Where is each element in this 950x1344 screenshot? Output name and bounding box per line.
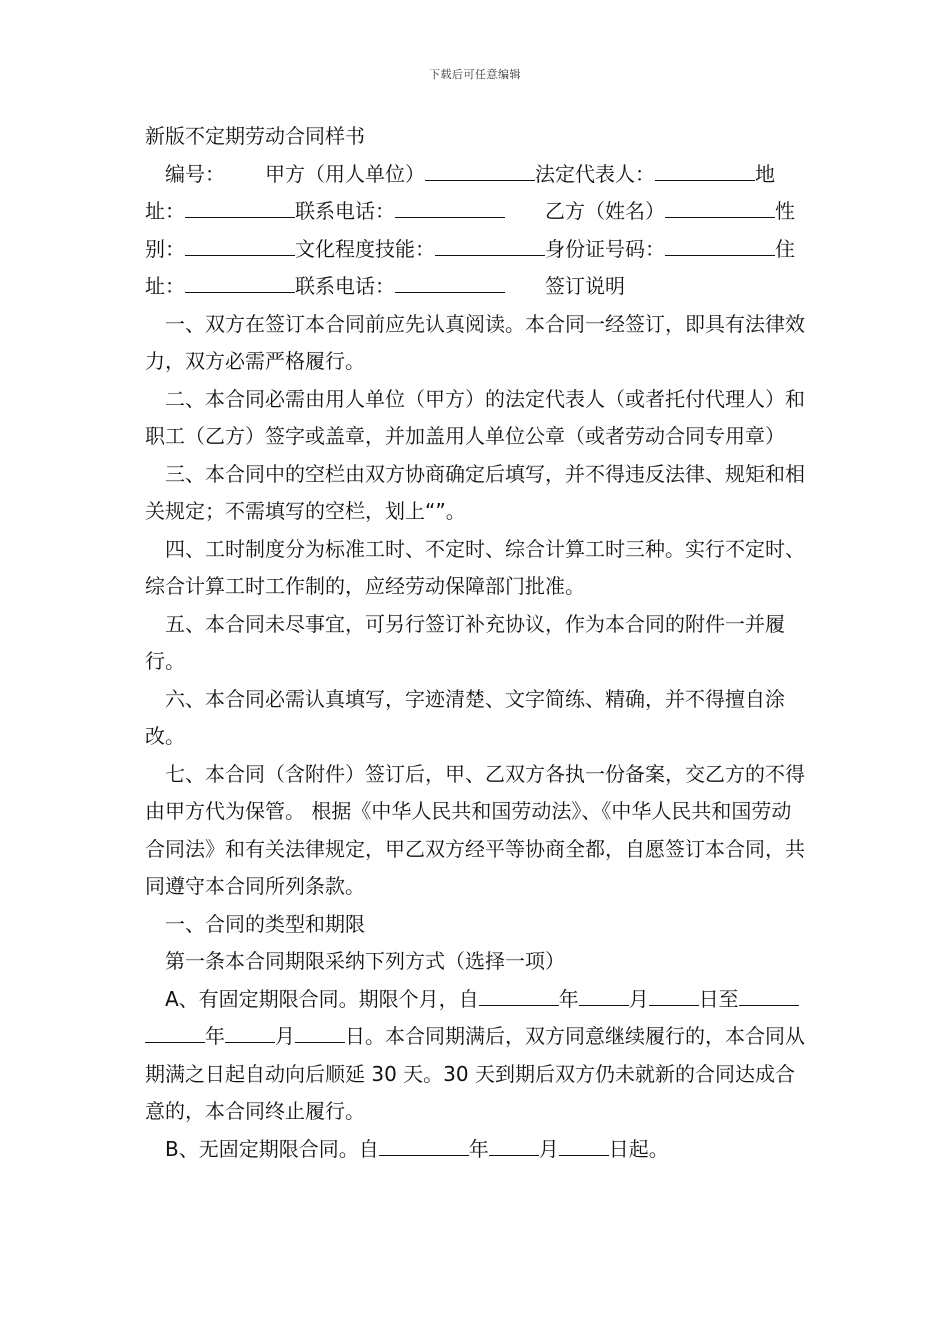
education-label: 文化程度技能： (295, 236, 435, 261)
gender-blank[interactable] (185, 231, 295, 256)
option-a-text: A、有固定期限合同。期限个月，自 (165, 986, 479, 1011)
paragraph-7: 七、本合同（含附件）签订后，甲、乙双方各执一份备案，交乙方的不得由甲方代为保管。 根据《中华人民共和国劳动法》、《中华人民共和国劳动合同法》和有关法律规定，甲乙双方经平等协商全都，自愿签订本合同，共同遵守本合同所列条款。 (145, 761, 805, 898)
id-label: 身份证号码： (545, 236, 665, 261)
paragraph-4: 四、工时制度分为标准工时、不定时、综合计算工时三种。实行不定时、综合计算工时工作制的，应经劳动保障部门批准。 (145, 536, 805, 598)
paragraph-5: 五、本合同未尽事宜，可另行签订补充协议，作为本合同的附件一并履行。 (145, 611, 785, 673)
address-label: 地址： (145, 161, 775, 223)
section1-title: 一、合同的类型和期限 (165, 911, 365, 936)
option-b-text: B、无固定期限合同。自 (165, 1136, 379, 1161)
option-a-start-day-blank[interactable] (649, 981, 699, 1006)
option-b-month-label: 月 (538, 1136, 559, 1161)
phone2-label: 联系电话： (295, 274, 395, 298)
paragraph-1: 一、双方在签订本合同前应先认真阅读。本合同一经签订，即具有法律效力，双方必需严格履行。 (145, 311, 805, 373)
option-a-end-month-blank[interactable] (225, 1018, 275, 1043)
option-b-year-blank[interactable] (379, 1131, 469, 1156)
article-1: 第一条本合同期限采纳下列方式（选择一项） (165, 949, 565, 973)
option-b-day-blank[interactable] (559, 1131, 609, 1156)
id-blank[interactable] (665, 231, 775, 256)
option-b-day-label: 日起。 (608, 1136, 669, 1161)
option-a-month2-label: 月 (275, 1024, 295, 1048)
option-a-end-year-blank-2[interactable] (145, 1018, 205, 1043)
paragraph-2: 二、本合同必需由用人单位（甲方）的法定代表人（或者托付代理人）和职工（乙方）签字或盖章，并加盖用人单位公章（或者劳动合同专用章） (145, 386, 805, 448)
address-prefix-blank[interactable] (745, 156, 755, 181)
paragraph-6: 六、本合同必需认真填写，字迹清楚、文字简练、精确，并不得擅自涂改。 (145, 686, 785, 748)
phone-label: 联系电话： (295, 199, 395, 223)
option-a-month-label: 月 (628, 986, 649, 1011)
party-b-label: 乙方（姓名） (545, 199, 665, 223)
residence-blank[interactable] (185, 268, 295, 293)
page-header: 下载后可任意编辑 (429, 68, 521, 81)
legal-rep-label: 法定代表人： (535, 161, 655, 186)
sign-note-label: 签订说明 (545, 274, 625, 298)
education-blank[interactable] (435, 231, 545, 256)
option-a-start-year-blank[interactable] (479, 981, 559, 1006)
option-a-end-year-blank-1[interactable] (739, 981, 799, 1006)
party-a-label: 甲方（用人单位） (265, 161, 425, 186)
party-info-block (145, 156, 810, 306)
option-a (145, 981, 810, 1131)
address-blank[interactable] (185, 193, 295, 218)
party-b-blank[interactable] (665, 193, 775, 218)
option-a-year2-label: 年 (205, 1024, 225, 1048)
number-label: 编号： (165, 161, 225, 186)
paragraph-3: 三、本合同中的空栏由双方协商确定后填写，并不得违反法律、规矩和相关规定；不需填写的空栏，划上“”。 (145, 461, 805, 523)
phone-blank[interactable] (395, 193, 505, 218)
gender-label: 性别： (145, 199, 795, 261)
phone2-blank[interactable] (395, 268, 505, 293)
option-a-year-label: 年 (558, 986, 579, 1011)
legal-rep-blank[interactable] (655, 156, 745, 181)
document-body (145, 118, 810, 1168)
residence-label: 住址： (145, 236, 795, 298)
option-b (145, 1131, 810, 1169)
document-title: 新版不定期劳动合同样书 (145, 124, 365, 148)
option-b-month-blank[interactable] (489, 1131, 539, 1156)
option-a-end-day-blank[interactable] (295, 1018, 345, 1043)
option-b-year-label: 年 (468, 1136, 489, 1161)
option-a-day-to-label: 日至 (698, 986, 739, 1011)
option-a-rest: 日。本合同期满后，双方同意继续履行的，本合同从期满之日起自动向后顺延 30 天。30 天到期后双方仍未就新的合同达成合意的，本合同终止履行。 (145, 1024, 805, 1123)
option-a-start-month-blank[interactable] (579, 981, 629, 1006)
party-a-blank[interactable] (425, 156, 535, 181)
